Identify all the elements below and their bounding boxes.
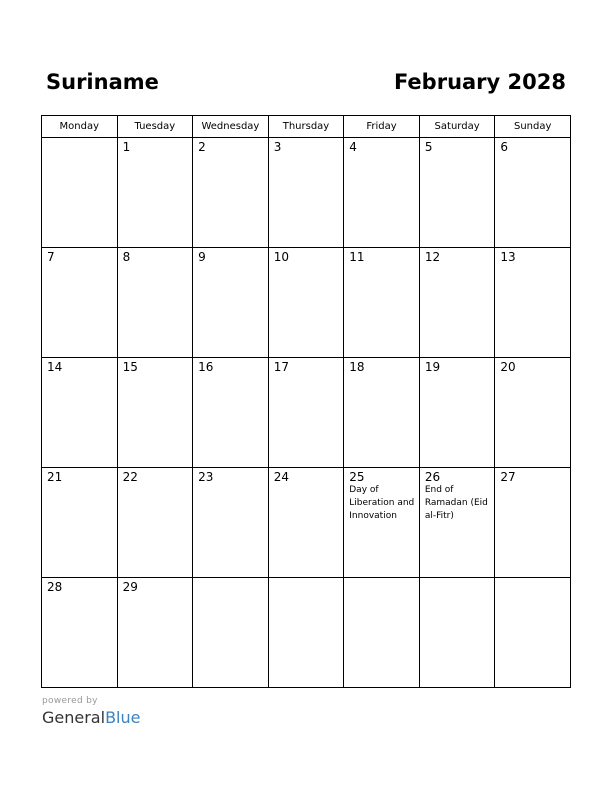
week-row (42, 138, 571, 248)
holiday-label: End of Ramadan (Eid al-Fitr) (424, 485, 488, 521)
day-number: 22 (122, 470, 138, 484)
day-cell (42, 248, 118, 358)
day-cell (117, 578, 193, 688)
day-number (344, 578, 419, 581)
day-number: 8 (122, 250, 131, 264)
day-number: 9 (198, 250, 206, 264)
day-cell (193, 138, 269, 248)
day-cell (193, 468, 269, 578)
weekday-header: Tuesday (117, 116, 193, 138)
day-number: 19 (424, 360, 441, 374)
day-cell (117, 138, 193, 248)
day-cell (344, 358, 420, 468)
weekday-header: Friday (344, 116, 420, 138)
day-number: 20 (500, 360, 516, 374)
day-number: 12 (424, 250, 441, 264)
day-number: 29 (122, 580, 138, 594)
week-row (42, 358, 571, 468)
day-cell (42, 358, 118, 468)
brand-general-text: General (42, 708, 106, 727)
week-row (42, 468, 571, 578)
day-cell (419, 138, 495, 248)
day-number: 28 (47, 580, 63, 594)
day-cell (268, 248, 344, 358)
month-title: February 2028 (393, 70, 566, 94)
day-cell (42, 468, 118, 578)
day-number: 2 (198, 140, 206, 154)
day-cell (495, 138, 571, 248)
day-number: 24 (273, 470, 289, 484)
day-cell (268, 578, 344, 688)
day-number: 16 (198, 360, 214, 374)
day-number: 21 (47, 470, 63, 484)
day-number: 27 (500, 470, 516, 484)
day-cell (193, 358, 269, 468)
weekday-header: Thursday (268, 116, 344, 138)
day-cell (495, 248, 571, 358)
day-number (269, 578, 344, 581)
day-cell (495, 578, 571, 688)
day-number: 3 (273, 140, 282, 154)
day-cell (42, 138, 118, 248)
day-cell (419, 358, 495, 468)
weekday-header: Saturday (419, 116, 495, 138)
day-number: 10 (273, 250, 289, 264)
day-cell (117, 248, 193, 358)
day-number: 26 (424, 470, 441, 484)
weekday-header: Wednesday (193, 116, 269, 138)
day-cell (495, 468, 571, 578)
day-cell (268, 138, 344, 248)
day-number: 14 (47, 360, 63, 374)
day-cell (419, 468, 495, 578)
weekday-header: Sunday (495, 116, 571, 138)
day-cell (193, 578, 269, 688)
day-number: 13 (500, 250, 516, 264)
brand-blue-text: Blue (105, 708, 141, 727)
day-number: 5 (424, 140, 433, 154)
day-number: 17 (273, 360, 289, 374)
calendar-grid (41, 115, 571, 688)
day-cell (268, 468, 344, 578)
day-cell (193, 248, 269, 358)
day-number: 23 (198, 470, 214, 484)
day-cell (344, 578, 420, 688)
day-cell (344, 468, 420, 578)
day-cell (344, 248, 420, 358)
day-cell (117, 468, 193, 578)
day-number (42, 138, 117, 141)
day-cell (419, 248, 495, 358)
day-cell (268, 358, 344, 468)
powered-by-text: powered by (42, 696, 98, 706)
day-number: 7 (47, 250, 55, 264)
week-row (42, 578, 571, 688)
day-cell (419, 578, 495, 688)
day-number (495, 578, 570, 581)
day-number: 6 (500, 140, 509, 154)
day-cell (495, 358, 571, 468)
day-cell (42, 578, 118, 688)
week-row (42, 248, 571, 358)
day-number (193, 578, 268, 581)
weekday-header-row (42, 116, 571, 138)
day-number: 25 (349, 470, 365, 484)
day-number: 11 (349, 250, 365, 264)
day-number: 4 (349, 140, 357, 154)
day-number (420, 578, 495, 581)
day-cell (117, 358, 193, 468)
day-cell (344, 138, 420, 248)
country-title: Suriname (46, 70, 159, 94)
weekday-header: Monday (42, 116, 118, 138)
day-number: 18 (349, 360, 365, 374)
day-number: 1 (122, 140, 131, 154)
holiday-label: Day of Liberation and Innovation (349, 485, 415, 521)
day-number: 15 (122, 360, 138, 374)
generalblue-logo[interactable] (42, 708, 140, 728)
footer-branding (42, 696, 140, 728)
